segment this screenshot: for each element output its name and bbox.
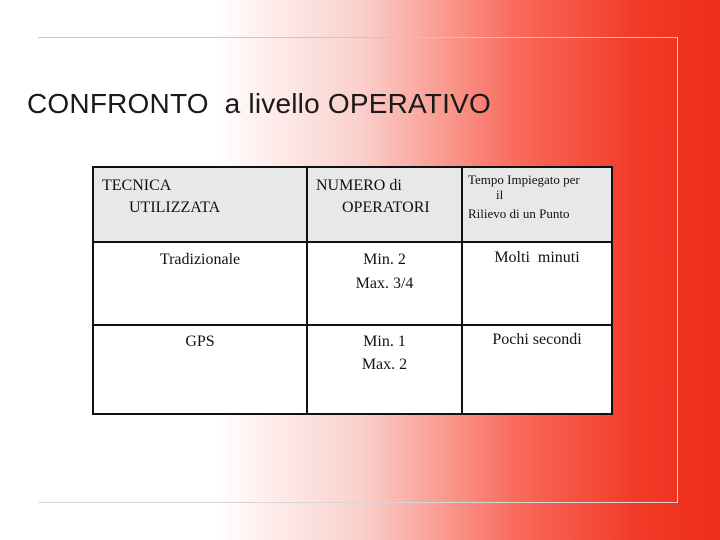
header-tecnica-line2: UTILIZZATA <box>129 199 221 216</box>
header-operatori-line2: OPERATORI <box>342 199 430 216</box>
row-divider <box>94 324 611 326</box>
header-tempo-line2: il <box>496 187 504 202</box>
cell-tempo: Pochi secondi <box>492 331 582 348</box>
row-divider <box>94 241 611 243</box>
cell-tecnica-tradizionale: Tradizionale <box>159 251 241 268</box>
header-tecnica-line1: TECNICA <box>102 177 172 194</box>
column-divider <box>461 168 463 413</box>
cell-operatori-min: Min. 2 <box>363 251 406 268</box>
cell-tecnica-gps: GPS <box>185 333 215 350</box>
header-operatori-line1: NUMERO di <box>316 177 402 194</box>
cell-tempo: Molti minuti <box>494 249 580 266</box>
slide-title: CONFRONTO a livello OPERATIVO <box>27 88 491 119</box>
cell-operatori-max: Max. 3/4 <box>355 275 414 292</box>
cell-operatori-min: Min. 1 <box>363 333 406 350</box>
comparison-table <box>92 166 613 415</box>
header-tempo-line1: Tempo Impiegato per <box>468 172 580 187</box>
header-tempo-line3: Rilievo di un Punto <box>468 206 570 221</box>
cell-operatori-max: Max. 2 <box>361 356 408 373</box>
